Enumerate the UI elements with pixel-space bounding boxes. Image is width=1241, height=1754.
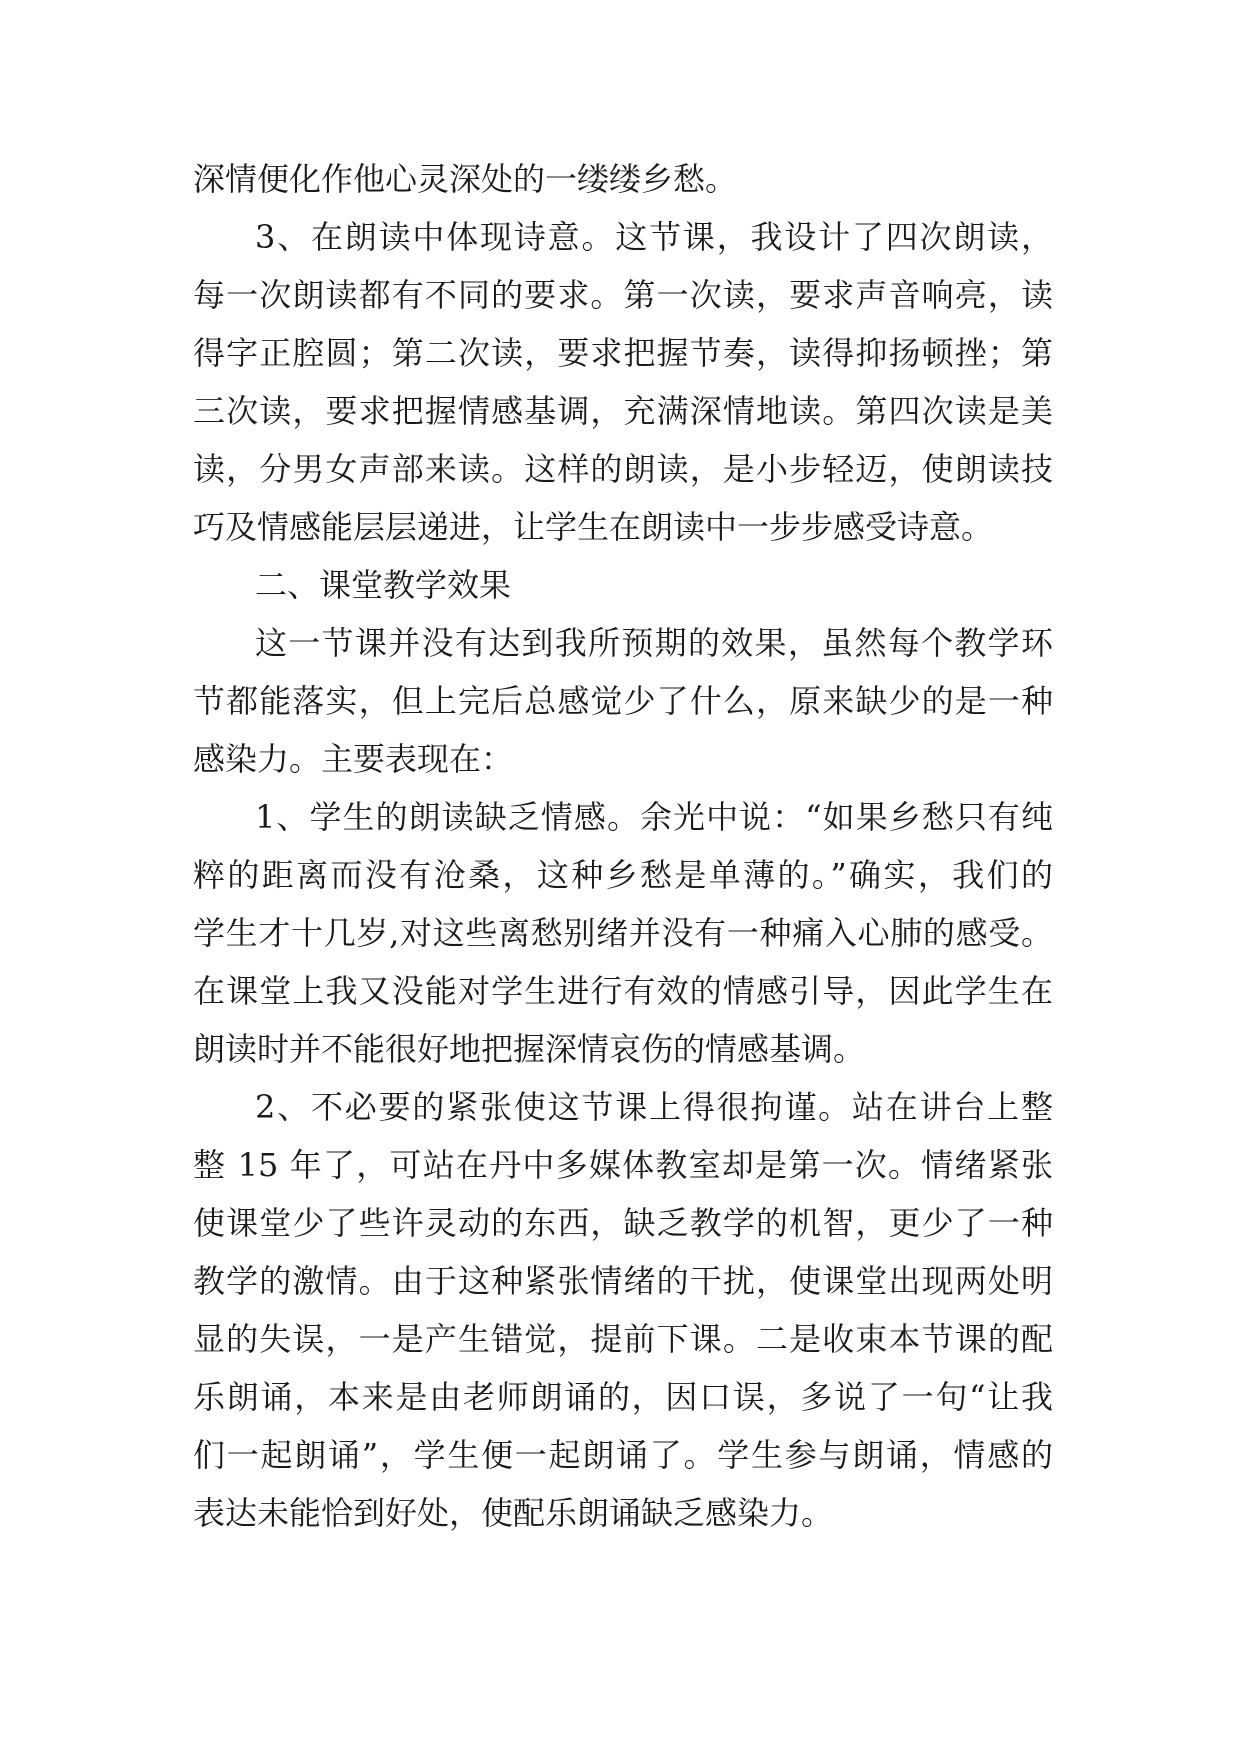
text-line: 粹的距离而没有沧桑，这种乡愁是单薄的。”确实，我们的 xyxy=(193,856,1053,894)
text-line: 1、学生的朗读缺乏情感。余光中说：“如果乡愁只有纯 xyxy=(255,798,1053,836)
section-heading: 二、课堂教学效果 xyxy=(255,566,512,604)
text-line: 显的失误，一是产生错觉，提前下课。二是收束本节课的配 xyxy=(193,1320,1053,1358)
text-line: 巧及情感能层层递进，让学生在朗读中一步步感受诗意。 xyxy=(193,508,994,546)
text-line: 得字正腔圆；第二次读，要求把握节奏，读得抑扬顿挫；第 xyxy=(193,334,1053,372)
text-line: 2、不必要的紧张使这节课上得很拘谨。站在讲台上整 xyxy=(255,1088,1053,1126)
text-line: 三次读，要求把握情感基调，充满深情地读。第四次读是美 xyxy=(193,392,1053,430)
text-line: 读，分男女声部来读。这样的朗读，是小步轻迈，使朗读技 xyxy=(193,450,1053,488)
text-line: 每一次朗读都有不同的要求。第一次读，要求声音响亮，读 xyxy=(193,276,1053,314)
text-line: 们一起朗诵”，学生便一起朗诵了。学生参与朗诵，情感的 xyxy=(193,1436,1053,1474)
text-line: 节都能落实，但上完后总感觉少了什么，原来缺少的是一种 xyxy=(193,682,1053,720)
text-line: 3、在朗读中体现诗意。这节课，我设计了四次朗读， xyxy=(255,218,1053,256)
text-line: 感染力。主要表现在： xyxy=(193,740,514,778)
text-line: 使课堂少了些许灵动的东西，缺乏教学的机智，更少了一种 xyxy=(193,1204,1053,1242)
text-line: 乐朗诵，本来是由老师朗诵的，因口误，多说了一句“让我 xyxy=(193,1378,1053,1416)
text-line: 表达未能恰到好处，使配乐朗诵缺乏感染力。 xyxy=(193,1494,834,1532)
text-line: 深情便化作他心灵深处的一缕缕乡愁。 xyxy=(193,160,738,198)
document-body xyxy=(193,150,1053,1542)
text-line: 朗读时并不能很好地把握深情哀伤的情感基调。 xyxy=(193,1030,866,1068)
text-line: 教学的激情。由于这种紧张情绪的干扰，使课堂出现两处明 xyxy=(193,1262,1053,1300)
text-line: 在课堂上我又没能对学生进行有效的情感引导，因此学生在 xyxy=(193,972,1053,1010)
text-line: 这一节课并没有达到我所预期的效果，虽然每个教学环 xyxy=(255,624,1053,662)
text-line: 整 15 年了，可站在丹中多媒体教室却是第一次。情绪紧张 xyxy=(193,1146,1053,1184)
text-line: 学生才十几岁,对这些离愁别绪并没有一种痛入心肺的感受。 xyxy=(193,914,1053,952)
